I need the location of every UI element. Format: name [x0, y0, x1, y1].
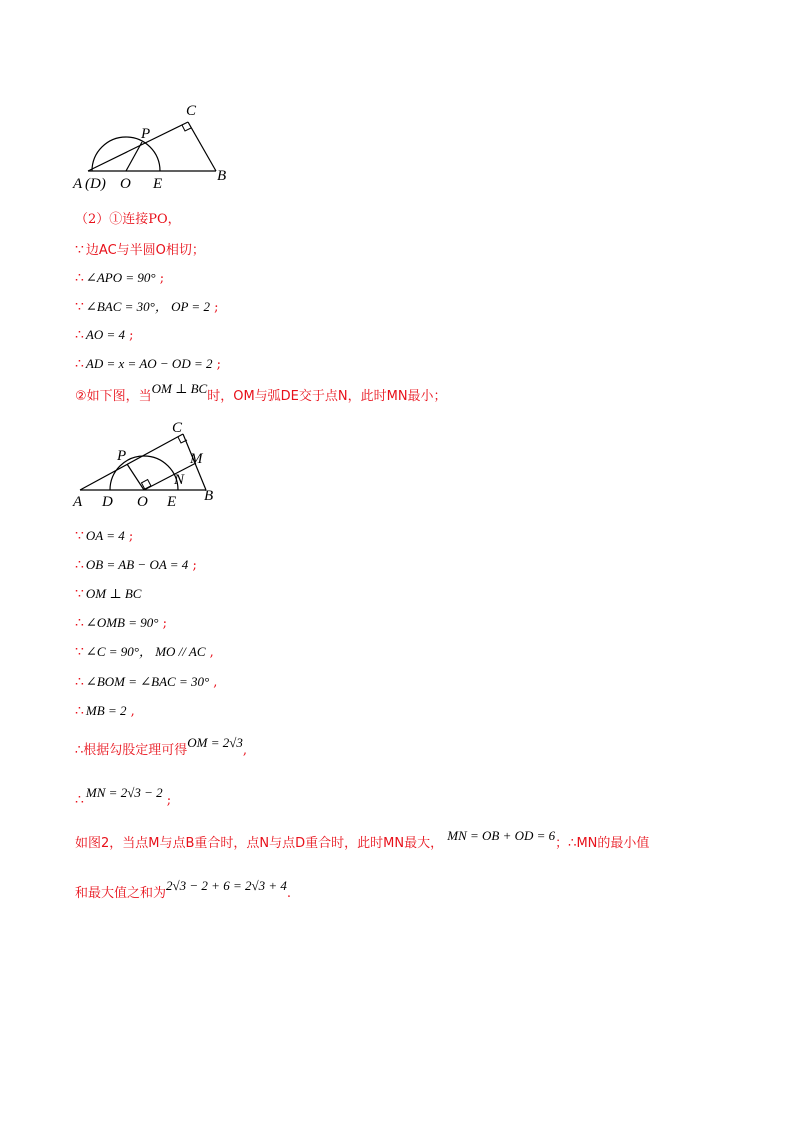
line-2-2: ∴ OB = AB − OA = 4 ; [75, 557, 197, 573]
math-expression: OM ⊥ BC [85, 586, 142, 601]
label-m: M [190, 451, 203, 467]
math-expression: MB = 2 [85, 703, 127, 718]
segment-cb [188, 122, 216, 171]
math-expression: AO = 4 [85, 327, 126, 342]
paragraph-text: 和最大值之和为 [75, 886, 167, 901]
because-symbol: ∵ [75, 242, 84, 258]
therefore-symbol: ∴ [75, 356, 84, 372]
math-expression: ∠C = 90°， MO // AC [85, 644, 206, 659]
therefore-symbol: ∴ [75, 703, 84, 719]
label-p: P [141, 126, 151, 142]
math-expression: OM = 2√3 [187, 735, 243, 750]
line-1-3: ∵ ∠BAC = 30°， OP = 2 ; [75, 299, 219, 315]
math-expression: OB = AB − OA = 4 [85, 557, 189, 572]
label-b: B [217, 168, 227, 184]
math-expression: ∠BOM = ∠BAC = 30° [85, 674, 210, 689]
figure-2 [70, 418, 230, 513]
paragraph-text: ；∴MN的最小值 [555, 836, 650, 851]
math-expression: ∠APO = 90° [85, 270, 156, 285]
because-symbol: ∵ [75, 299, 84, 315]
math-expression: 2√3 − 2 + 6 = 2√3 + 4 [166, 878, 287, 893]
line-1-2: ∴ ∠APO = 90° ; [75, 270, 165, 286]
segment-om [144, 463, 196, 490]
part2-header: （2）①连接PO， [75, 212, 181, 227]
line-2-1: ∵ OA = 4 ; [75, 528, 134, 544]
therefore-symbol: ∴ [75, 615, 84, 631]
line-prefix: ∴根据勾股定理可得 [75, 743, 188, 758]
segment-po [127, 464, 144, 490]
figure-2-diagram [70, 418, 230, 513]
label-c: C [186, 103, 197, 119]
because-symbol: ∵ [75, 528, 84, 544]
pythagoras-line: ∴根据勾股定理可得OM = 2√3, [75, 735, 248, 758]
label-o: O [137, 494, 148, 510]
line-2-4: ∴ ∠OMB = 90° ; [75, 615, 167, 631]
label-a: A [73, 494, 83, 510]
line-1-4: ∴ AO = 4 ; [75, 327, 134, 343]
line-prefix: ②如下图，当 [75, 389, 152, 404]
label-o: O [120, 176, 131, 192]
final-paragraph-line-2: 和最大值之和为2√3 − 2 + 6 = 2√3 + 4. [75, 878, 292, 901]
label-b: B [204, 488, 214, 504]
mn-line: ∴ MN = 2√3 − 2 ; [75, 785, 172, 808]
label-c: C [172, 420, 183, 436]
line-2-7: ∴ MB = 2 , [75, 703, 135, 719]
therefore-symbol: ∴ [75, 557, 84, 573]
therefore-symbol: ∴ [75, 674, 84, 690]
therefore-symbol: ∴ [75, 327, 84, 343]
math-expression: AD = x = AO − OD = 2 [85, 356, 213, 371]
line-2-6: ∴ ∠BOM = ∠BAC = 30° , [75, 674, 218, 690]
label-d: D [102, 494, 113, 510]
segment-ac [80, 434, 183, 490]
figure-1-diagram [70, 100, 240, 195]
math-expression: ∠BAC = 30°， OP = 2 [85, 299, 210, 314]
line-1-1 [75, 242, 205, 259]
semicircle-o [92, 137, 160, 171]
line-2-3 [75, 586, 141, 603]
line-text: 边AC与半圆O相切； [85, 243, 205, 258]
math-expression: MN = OB + OD = 6 [447, 828, 556, 843]
math-expression: OM ⊥ BC [151, 381, 208, 396]
because-symbol: ∵ [75, 586, 84, 602]
math-expression: MN = 2√3 − 2 [85, 785, 163, 800]
because-symbol: ∵ [75, 644, 84, 660]
label-e: E [153, 176, 163, 192]
math-expression: ∠OMB = 90° [85, 615, 159, 630]
therefore-symbol: ∴ [75, 792, 84, 808]
label-n: N [174, 472, 185, 488]
label-e: E [167, 494, 177, 510]
figure-1 [70, 100, 240, 195]
label-a: A [73, 176, 83, 192]
final-paragraph-line-1 [75, 828, 735, 852]
line-2-5: ∵ ∠C = 90°， MO // AC , [75, 644, 214, 660]
label-p: P [117, 448, 127, 464]
part2-second-line [75, 381, 447, 405]
label-d: (D) [85, 176, 106, 192]
segment-po [126, 142, 142, 171]
math-expression: OA = 4 [85, 528, 125, 543]
therefore-symbol: ∴ [75, 270, 84, 286]
line-suffix: 时，OM与弧DE交于点N，此时MN最小； [207, 389, 447, 404]
paragraph-text: 如图2，当点M与点B重合时，点N与点D重合时，此时MN最大， [75, 836, 444, 851]
line-1-5: ∴ AD = x = AO − OD = 2 ; [75, 356, 221, 372]
